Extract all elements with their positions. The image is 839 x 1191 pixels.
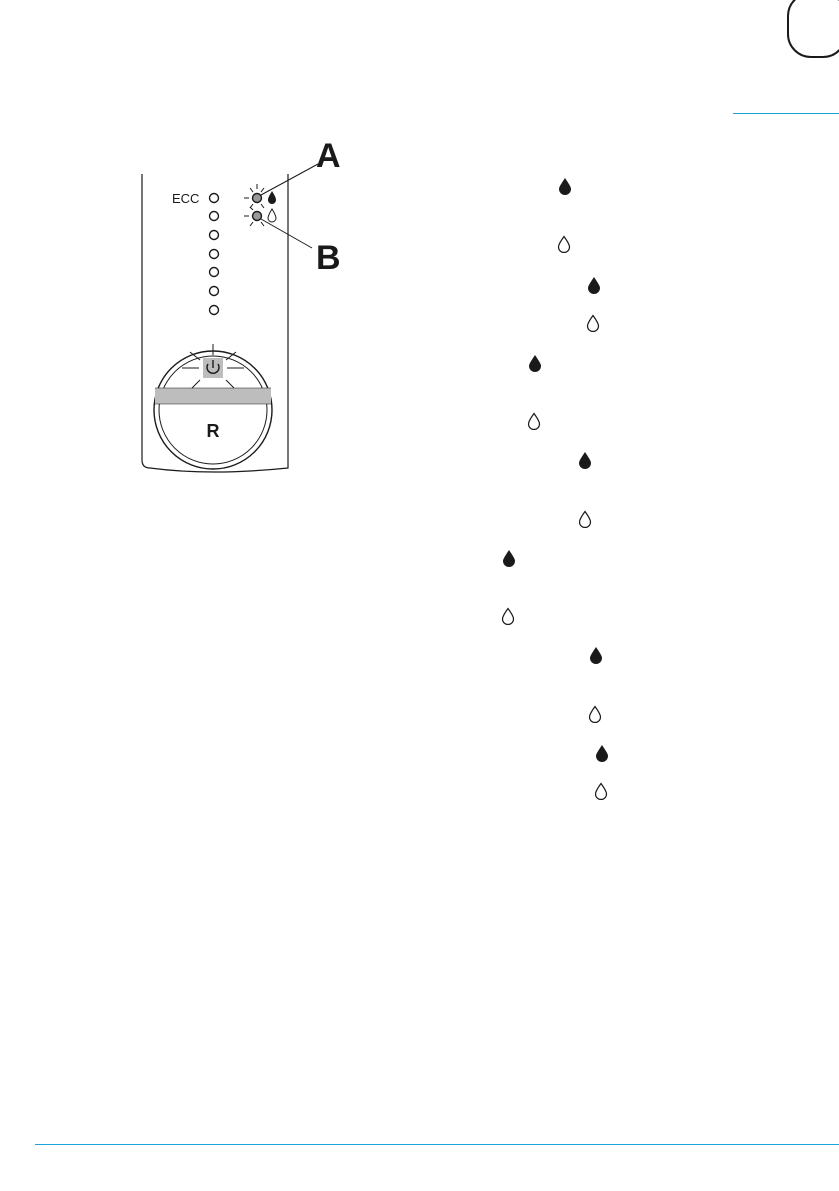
callout-b-leader bbox=[261, 219, 312, 248]
callout-a-leader bbox=[261, 164, 318, 195]
reset-button-dial[interactable] bbox=[154, 344, 272, 469]
button-r-label: R bbox=[206, 421, 220, 441]
drop-outline-icon bbox=[588, 705, 602, 723]
led bbox=[210, 287, 219, 296]
led-b-blinking bbox=[244, 207, 276, 226]
drop-outline-icon bbox=[557, 235, 571, 253]
callout-a-label: A bbox=[316, 137, 341, 175]
drop-filled-icon bbox=[589, 646, 603, 664]
led bbox=[210, 268, 219, 277]
led bbox=[210, 231, 219, 240]
led bbox=[210, 194, 219, 203]
led-column bbox=[210, 194, 219, 315]
drop-filled-icon bbox=[502, 549, 516, 567]
drop-filled-icon bbox=[595, 744, 609, 762]
eco-label: ECC bbox=[172, 191, 200, 206]
control-panel-figure bbox=[120, 130, 360, 490]
led-a-blinking bbox=[244, 184, 276, 208]
led bbox=[210, 212, 219, 221]
drop-outline-icon bbox=[501, 607, 515, 625]
dial-band bbox=[155, 388, 271, 404]
drop-outline-icon bbox=[578, 510, 592, 528]
footer-rule bbox=[35, 1144, 839, 1145]
header-rule bbox=[733, 113, 839, 114]
drop-filled-icon bbox=[587, 276, 601, 294]
drop-filled-icon bbox=[558, 177, 572, 195]
control-panel-drawing bbox=[120, 130, 360, 490]
drop-outline-icon bbox=[586, 314, 600, 332]
drop-filled-icon bbox=[528, 354, 542, 372]
drop-outline-icon bbox=[268, 209, 276, 222]
drop-filled-icon bbox=[268, 191, 276, 204]
page-tab-marker bbox=[787, 0, 839, 58]
drop-outline-icon bbox=[594, 782, 608, 800]
led bbox=[210, 250, 219, 259]
led bbox=[210, 306, 219, 315]
drop-outline-icon bbox=[527, 412, 541, 430]
drop-filled-icon bbox=[578, 451, 592, 469]
callout-b-label: B bbox=[316, 239, 341, 277]
